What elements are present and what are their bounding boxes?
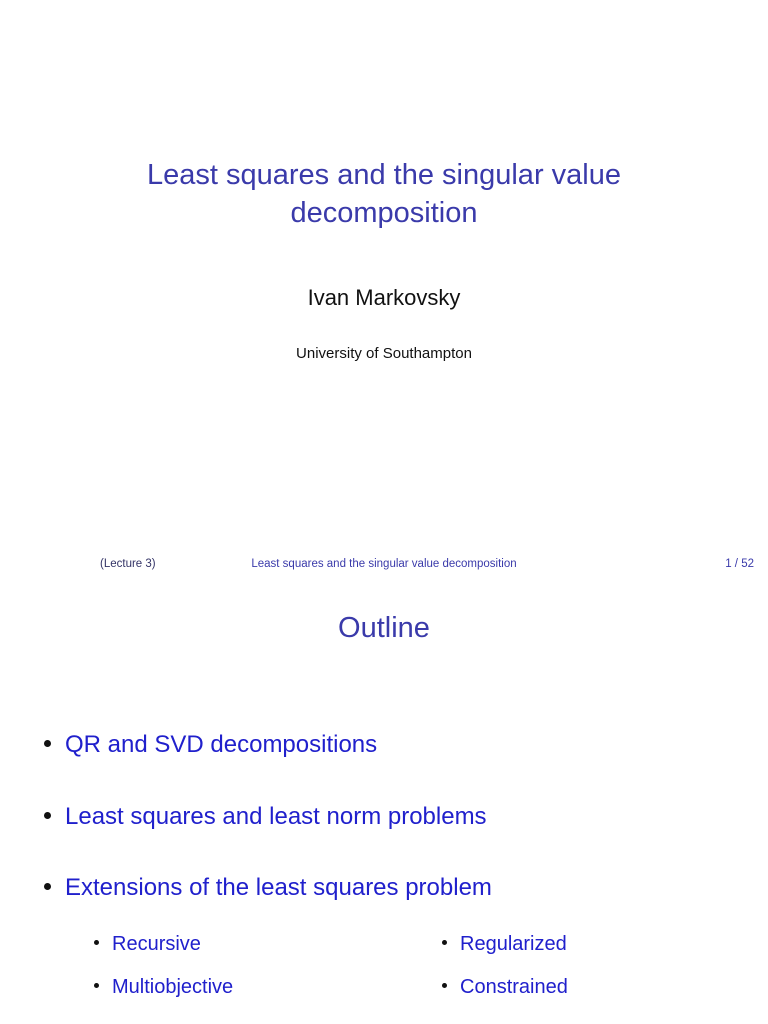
footer-lecture: (Lecture 3) — [100, 558, 156, 570]
outline-title: Outline — [338, 612, 430, 644]
sub-bullet-item — [442, 931, 567, 957]
bullet-text: Least squares and least norm problems — [65, 803, 487, 830]
sub-bullet-text: Regularized — [460, 933, 567, 955]
sub-bullet-item — [442, 974, 568, 1000]
slide-title-line-2: decomposition — [290, 197, 478, 229]
sub-bullet-text: Multiobjective — [112, 976, 234, 998]
affiliation: University of Southampton — [296, 345, 472, 362]
author-name: Ivan Markovsky — [307, 285, 461, 310]
sub-bullet-dot-icon — [442, 983, 447, 988]
footer-page-number: 1 / 52 — [725, 558, 754, 570]
sub-bullet-dot-icon — [94, 940, 99, 945]
bullet-dot-icon — [44, 883, 51, 890]
sub-bullet-item — [94, 931, 201, 957]
bullet-text: Extensions of the least squares problem — [65, 874, 492, 901]
footer-title: Least squares and the singular value decomposition — [251, 558, 517, 570]
bullet-dot-icon — [44, 740, 51, 747]
sub-bullet-dot-icon — [442, 940, 447, 945]
slide-title-line-1: Least squares and the singular value — [147, 159, 621, 191]
sub-bullet-dot-icon — [94, 983, 99, 988]
outline-slide — [0, 576, 768, 1024]
slide-title — [0, 156, 768, 232]
sub-bullet-text: Recursive — [112, 933, 201, 955]
sub-bullet-text: Constrained — [460, 976, 568, 998]
bullet-dot-icon — [44, 812, 51, 819]
sub-bullet-item — [94, 974, 233, 1000]
bullet-item — [44, 802, 487, 832]
bullet-item — [44, 730, 377, 760]
bullet-text: QR and SVD decompositions — [65, 731, 378, 758]
bullet-item — [44, 873, 492, 903]
